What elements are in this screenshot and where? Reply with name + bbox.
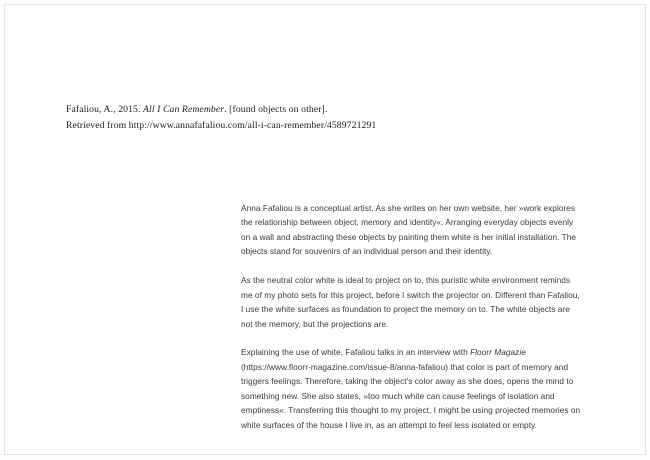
- body-text-column: [241, 201, 583, 432]
- citation-line-2: [66, 118, 486, 134]
- citation-line-1: [66, 102, 486, 118]
- body-paragraph-3-text-after-journal: (https://www.floorr-magazine.com/issue-8/anna-fafaliou) that color is part of memory and triggers feelings. Therefore, taking the object's color away as she does, opens the mind to something new. She also states, »too much white can cause feelings of isolation and emptiness«. Transferring this thought to my project, I might be using projected memories on white surfaces of the house I live in, as an attempt to feel less isolated or empty.: [241, 361, 581, 430]
- body-paragraph-2: As the neutral color white is ideal to project on to, this puristic white environment reminds me of my photo sets for this project, before I switch the projector on. Different than Fafaliou, I use the white surfaces as foundation to project the memory on to. The white objects are not the memory, but the projections are.: [241, 275, 580, 329]
- body-paragraph-1: Anna Fafaliou is a conceptual artist. As she writes on her own website, her »work explores the relationship between object, memory and identity«. Arranging everyday objects evenly on a wall and abstracting these objects by painting them white is her initial installation. The objects stand for souvenirs of an individual person and their identity.: [241, 203, 577, 257]
- document-page: [4, 4, 646, 455]
- citation-author-year: Fafaliou, A., 2015.: [66, 104, 144, 115]
- citation-block: [66, 102, 486, 134]
- body-paragraph-3-text-before-journal: Explaining the use of white, Fafaliou talks in an interview with: [241, 347, 471, 358]
- citation-retrieved-url: Retrieved from http://www.annafafaliou.com/all-i-can-remember/4589721291: [66, 120, 377, 132]
- citation-work-title: All I Can Remember: [143, 104, 225, 115]
- body-paragraph-3: [241, 345, 583, 432]
- journal-name: Floorr Magazie: [470, 347, 526, 358]
- citation-medium: . [found objects on other].: [224, 104, 328, 115]
